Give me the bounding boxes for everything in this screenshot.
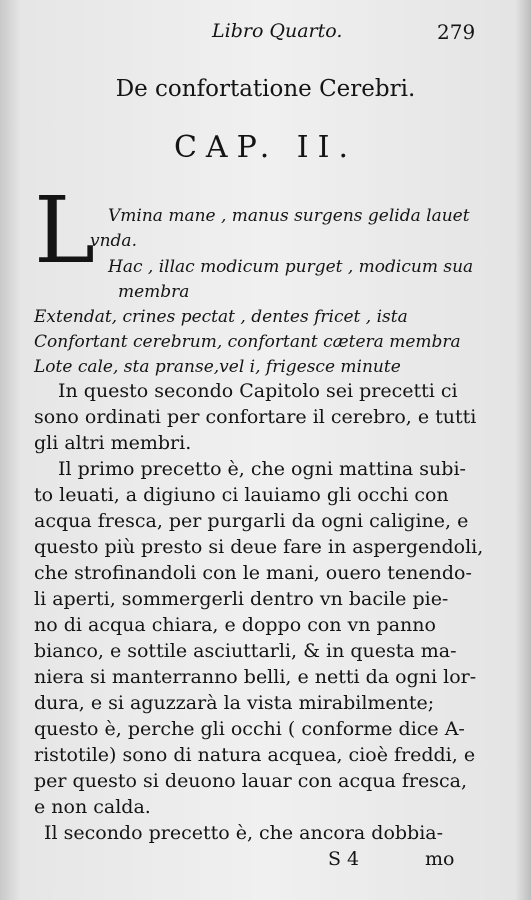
verse-line: membra <box>118 282 190 302</box>
body-line: questo più presto si deue fare in aspergendoli, <box>34 536 484 558</box>
body-line: to leuati, a digiuno ci lauiamo gli occhi con <box>34 484 449 506</box>
verse-line: Hac , illac modicum purget , modicum sua <box>108 257 474 277</box>
body-line: e non calda. <box>34 796 151 818</box>
body-line: In questo secondo Capitolo sei precetti ci <box>58 380 458 402</box>
signature-mark: S 4 <box>328 848 360 870</box>
body-line: acqua fresca, per purgarli da ogni caligine, e <box>34 510 469 532</box>
catchword: mo <box>425 848 455 870</box>
body-line: no di acqua chiara, e doppo con vn panno <box>34 614 436 636</box>
body-line: li aperti, sommergerli dentro vn bacile pie- <box>34 588 449 610</box>
body-line: niera si manterranno belli, e netti da ogni lor- <box>34 666 477 688</box>
page-number: 279 <box>437 20 476 44</box>
body-line: Il secondo precetto è, che ancora dobbia- <box>44 822 444 844</box>
body-line: per questo si deuono lauar con acqua fresca, <box>34 770 468 792</box>
section-title: De confortatione Cerebri. <box>115 76 416 102</box>
body-line: che strofinandoli con le mani, ouero tenendo- <box>34 562 472 584</box>
verse-line: Confortant cerebrum, confortant cætera membra <box>34 332 461 352</box>
drop-cap-initial: L <box>34 177 96 284</box>
verse-line: Vmina mane , manus surgens gelida lauet <box>108 206 470 226</box>
body-line: questo è, perche gli occhi ( conforme dice A- <box>34 718 465 740</box>
verse-line: Extendat, crines pectat , dentes fricet , ista <box>34 307 408 327</box>
body-line: bianco, e sottile asciuttarli, & in questa ma- <box>34 640 457 662</box>
chapter-heading: CAP. II. <box>173 130 358 165</box>
running-header: Libro Quarto. <box>212 20 343 42</box>
body-line: ristotile) sono di natura acquea, cioè freddi, e <box>34 744 476 766</box>
body-line: Il primo precetto è, che ogni mattina subi- <box>58 458 466 480</box>
body-line: dura, e si aguzzarà la vista mirabilmente; <box>34 692 435 714</box>
body-line: gli altri membri. <box>34 432 192 454</box>
body-line: sono ordinati per confortare il cerebro, e tutti <box>34 406 477 428</box>
verse-line: vnda. <box>90 231 137 251</box>
verse-line: Lote cale, sta pranse,vel i, frigesce minute <box>34 357 401 377</box>
